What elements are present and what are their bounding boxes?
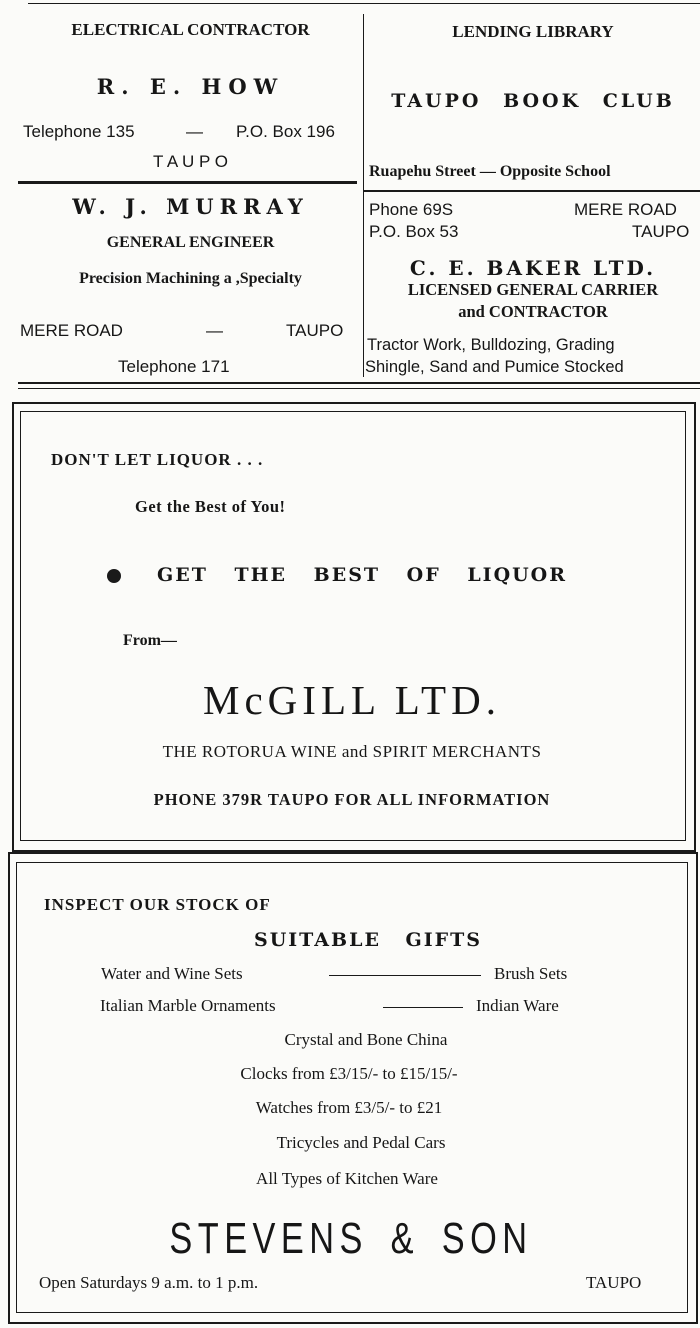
baker-road: MERE ROAD	[574, 200, 677, 219]
electrical-dash: —	[186, 122, 203, 141]
gifts-row2-left: Italian Marble Ornaments	[100, 996, 276, 1015]
gifts-row1-leader	[329, 975, 481, 976]
electrical-heading: ELECTRICAL CONTRACTOR	[71, 20, 310, 39]
electrical-telephone: Telephone 135	[23, 122, 135, 141]
gifts-row2-leader	[383, 1007, 463, 1008]
murray-trade: GENERAL ENGINEER	[106, 234, 275, 251]
baker-services-line1: Tractor Work, Bulldozing, Grading	[367, 336, 615, 354]
liquor-headline: GET THE BEST OF LIQUOR	[157, 564, 568, 586]
murray-town: TAUPO	[286, 321, 344, 340]
murray-specialty: Precision Machining a ,Specialty	[79, 270, 302, 287]
mcgill-name: McGILL LTD.	[203, 677, 501, 723]
baker-town: TAUPO	[632, 222, 690, 241]
baker-po-box: P.O. Box 53	[369, 222, 459, 241]
gifts-row2-right: Indian Ware	[476, 996, 559, 1015]
gifts-headline: SUITABLE GIFTS	[254, 929, 482, 951]
baker-name: C. E. BAKER LTD.	[409, 256, 657, 280]
liquor-line2: Get the Best of You!	[135, 497, 286, 516]
top-rule	[28, 3, 700, 4]
bullet-icon	[107, 569, 121, 583]
library-name: TAUPO BOOK CLUB	[391, 90, 675, 112]
electrical-po-box: P.O. Box 196	[236, 122, 335, 141]
gifts-item: Watches from £3/5/- to £21	[255, 1098, 443, 1117]
murray-dash: —	[206, 321, 223, 340]
baker-trade-line2: and CONTRACTOR	[458, 302, 608, 321]
electrical-town: T A U P O	[153, 152, 228, 171]
section-rule-lower	[18, 388, 700, 389]
liquor-line1: DON'T LET LIQUOR . . .	[51, 450, 264, 469]
left-column-separator	[18, 181, 357, 184]
baker-services-line2: Shingle, Sand and Pumice Stocked	[365, 358, 624, 376]
murray-address: MERE ROAD	[20, 321, 123, 340]
mcgill-subtitle: THE ROTORUA WINE and SPIRIT MERCHANTS	[162, 742, 542, 761]
gifts-item: All Types of Kitchen Ware	[256, 1169, 438, 1188]
right-column-separator	[363, 190, 700, 192]
gifts-item: Tricycles and Pedal Cars	[276, 1133, 446, 1152]
stevens-hours: Open Saturdays 9 a.m. to 1 p.m.	[39, 1273, 259, 1292]
gifts-intro: INSPECT OUR STOCK OF	[44, 895, 271, 914]
gifts-row1-right: Brush Sets	[494, 964, 568, 983]
baker-phone: Phone 69S	[369, 200, 454, 219]
library-heading: LENDING LIBRARY	[452, 22, 614, 41]
stevens-town: TAUPO	[586, 1273, 642, 1292]
column-divider	[363, 14, 364, 377]
section-rule-upper	[18, 382, 700, 384]
library-address: Ruapehu Street — Opposite School	[369, 163, 611, 180]
gifts-item: Crystal and Bone China	[284, 1030, 448, 1049]
murray-telephone: Telephone 171	[118, 357, 230, 376]
stevens-name: STEVENS & SON	[169, 1214, 533, 1263]
gifts-item: Clocks from £3/15/- to £15/15/-	[240, 1064, 458, 1083]
gifts-row1-left: Water and Wine Sets	[101, 964, 243, 983]
baker-trade-line1: LICENSED GENERAL CARRIER	[407, 280, 659, 299]
electrical-name: R. E. HOW	[96, 74, 285, 99]
mcgill-phone-line: PHONE 379R TAUPO FOR ALL INFORMATION	[153, 790, 551, 809]
liquor-from: From—	[123, 632, 177, 649]
liquor-ad-inner-border	[20, 411, 686, 841]
murray-name: W. J. MURRAY	[72, 194, 309, 219]
